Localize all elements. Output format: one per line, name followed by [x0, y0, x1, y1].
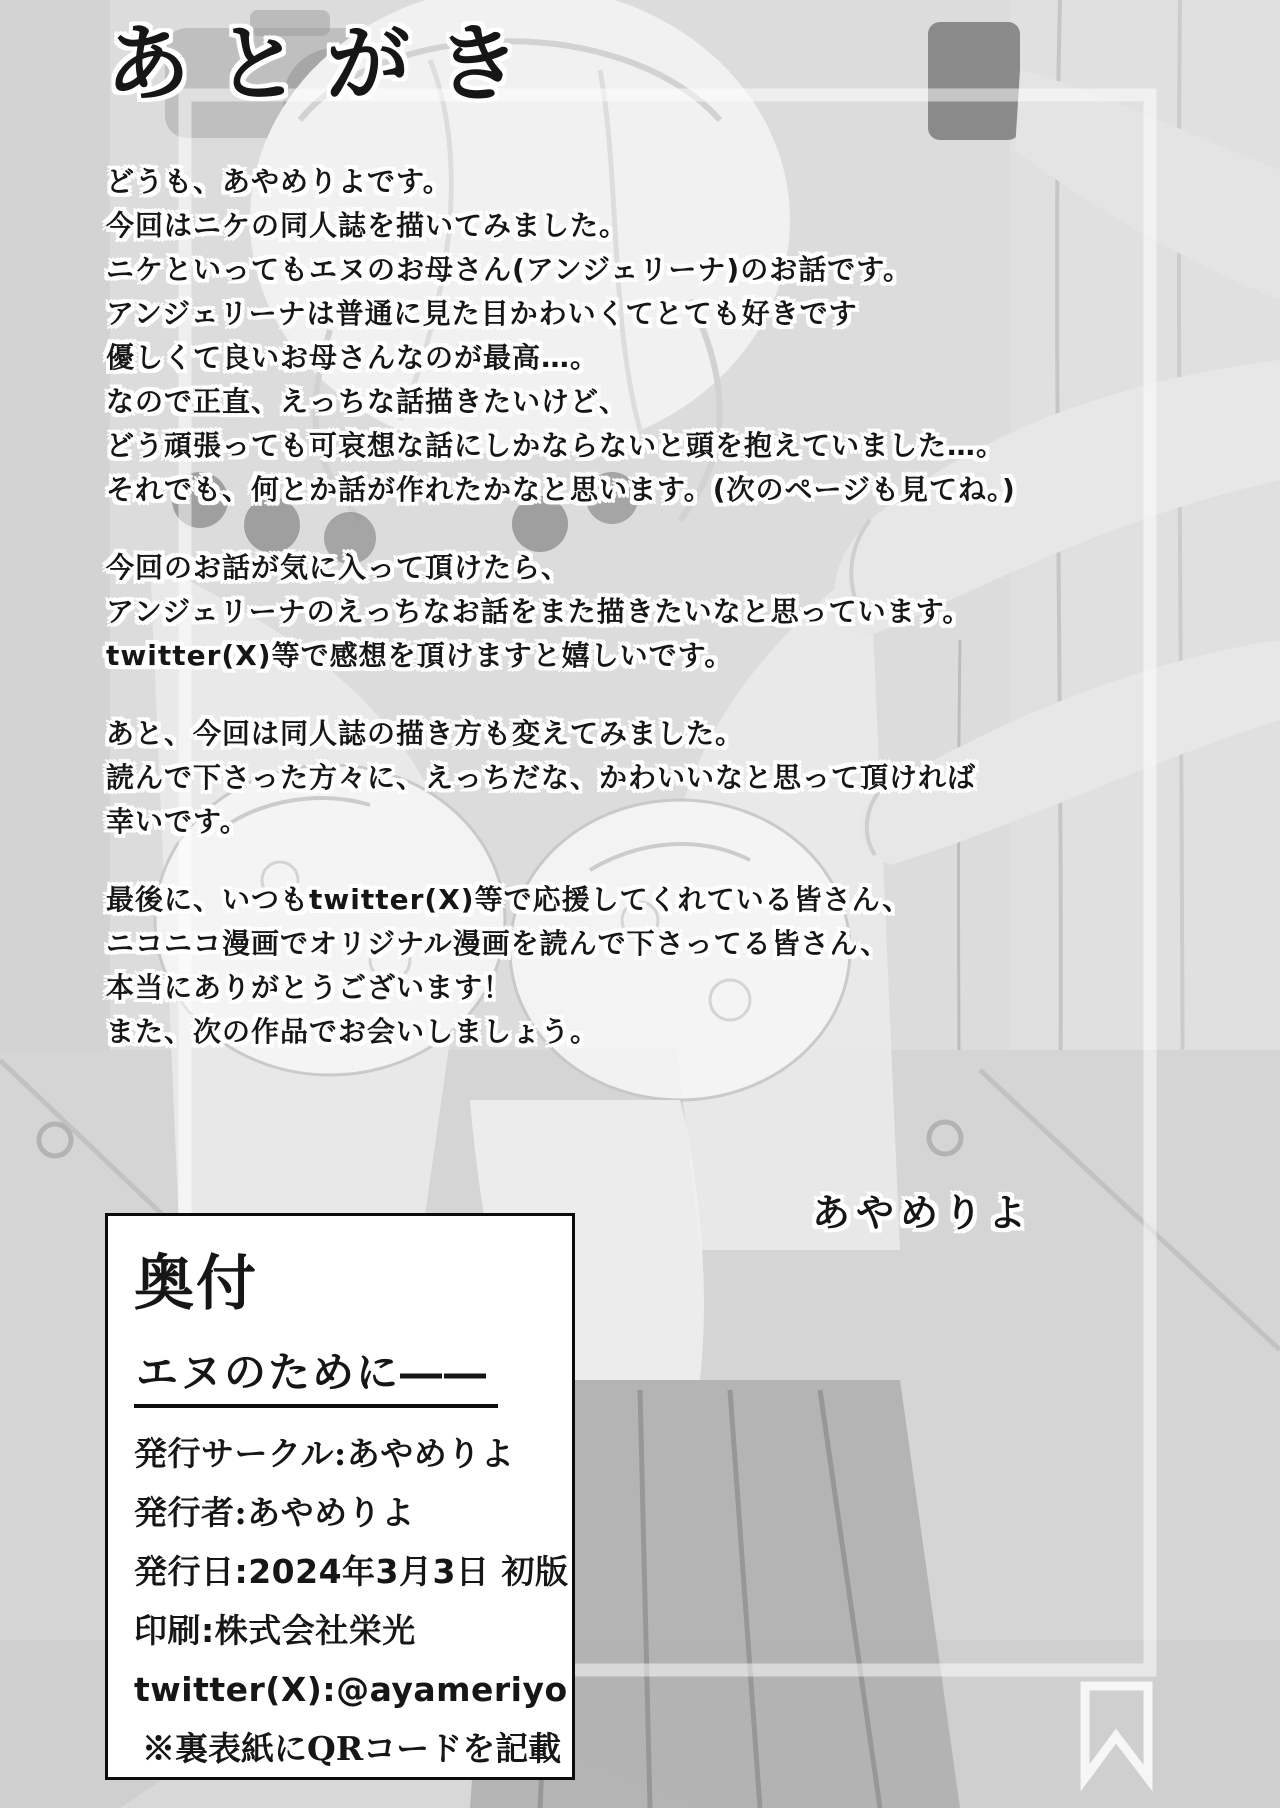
afterword-line: ニコニコ漫画でオリジナル漫画を読んで下さってる皆さん、	[106, 927, 890, 960]
afterword-line: なので正直、えっちな話描きたいけど、	[106, 385, 629, 418]
colophon-circle: 発行サークル:あやめりよ	[134, 1434, 515, 1473]
colophon-qr-note: ※裏表紙にQRコードを記載	[142, 1729, 562, 1768]
afterword-line: 今回はニケの同人誌を描いてみました。	[106, 209, 629, 242]
colophon-publisher: 発行者:あやめりよ	[134, 1493, 415, 1532]
afterword-paragraph	[106, 878, 1186, 1054]
afterword-line: また、次の作品でお会いしましょう。	[106, 1015, 600, 1048]
afterword-line: どう頑張っても可哀想な話にしかならないと頭を抱えていました…。	[106, 429, 1006, 462]
afterword-line: 幸いです。	[106, 805, 249, 838]
afterword-line: それでも、何とか話が作れたかなと思います。(次のページも見てね。)	[106, 473, 1016, 506]
afterword-line: 読んで下さった方々に、えっちだな、かわいいなと思って頂ければ	[106, 761, 977, 794]
afterword-line: 優しくて良いお母さんなのが最高…。	[106, 341, 600, 374]
afterword-line: アンジェリーナのえっちなお話をまた描きたいなと思っています。	[106, 595, 972, 628]
afterword-paragraph	[106, 160, 1186, 512]
afterword-line: 最後に、いつもtwitter(X)等で応援してくれている皆さん、	[106, 883, 912, 916]
book-title: エヌのために――	[134, 1340, 498, 1408]
afterword-line: あと、今回は同人誌の描き方も変えてみました。	[106, 717, 745, 750]
colophon-publish-date: 発行日:2024年3月3日 初版	[134, 1552, 569, 1591]
afterword-line: ニケといってもエヌのお母さん(アンジェリーナ)のお話です。	[106, 253, 912, 286]
afterword-line: アンジェリーナは普通に見た目かわいくてとても好きです	[106, 297, 858, 330]
colophon-twitter-handle: twitter(X):@ayameriyo	[134, 1670, 568, 1709]
afterword-text	[106, 160, 1186, 1088]
afterword-line: 本当にありがとうございます！	[106, 971, 513, 1004]
afterword-paragraph	[106, 546, 1186, 678]
colophon-box	[105, 1213, 575, 1780]
afterword-line: どうも、あやめりよです。	[106, 165, 452, 198]
afterword-paragraph	[106, 712, 1186, 844]
afterword-line: 今回のお話が気に入って頂けたら、	[106, 551, 571, 584]
colophon-printer: 印刷:株式会社栄光	[134, 1611, 416, 1650]
colophon-heading: 奥付	[134, 1249, 258, 1319]
afterword-line: twitter(X)等で感想を頂けますと嬉しいです。	[106, 639, 734, 672]
colophon-details	[134, 1424, 572, 1719]
page-title: あとがき	[106, 15, 547, 113]
author-signature: あやめりよ	[812, 1191, 1033, 1235]
